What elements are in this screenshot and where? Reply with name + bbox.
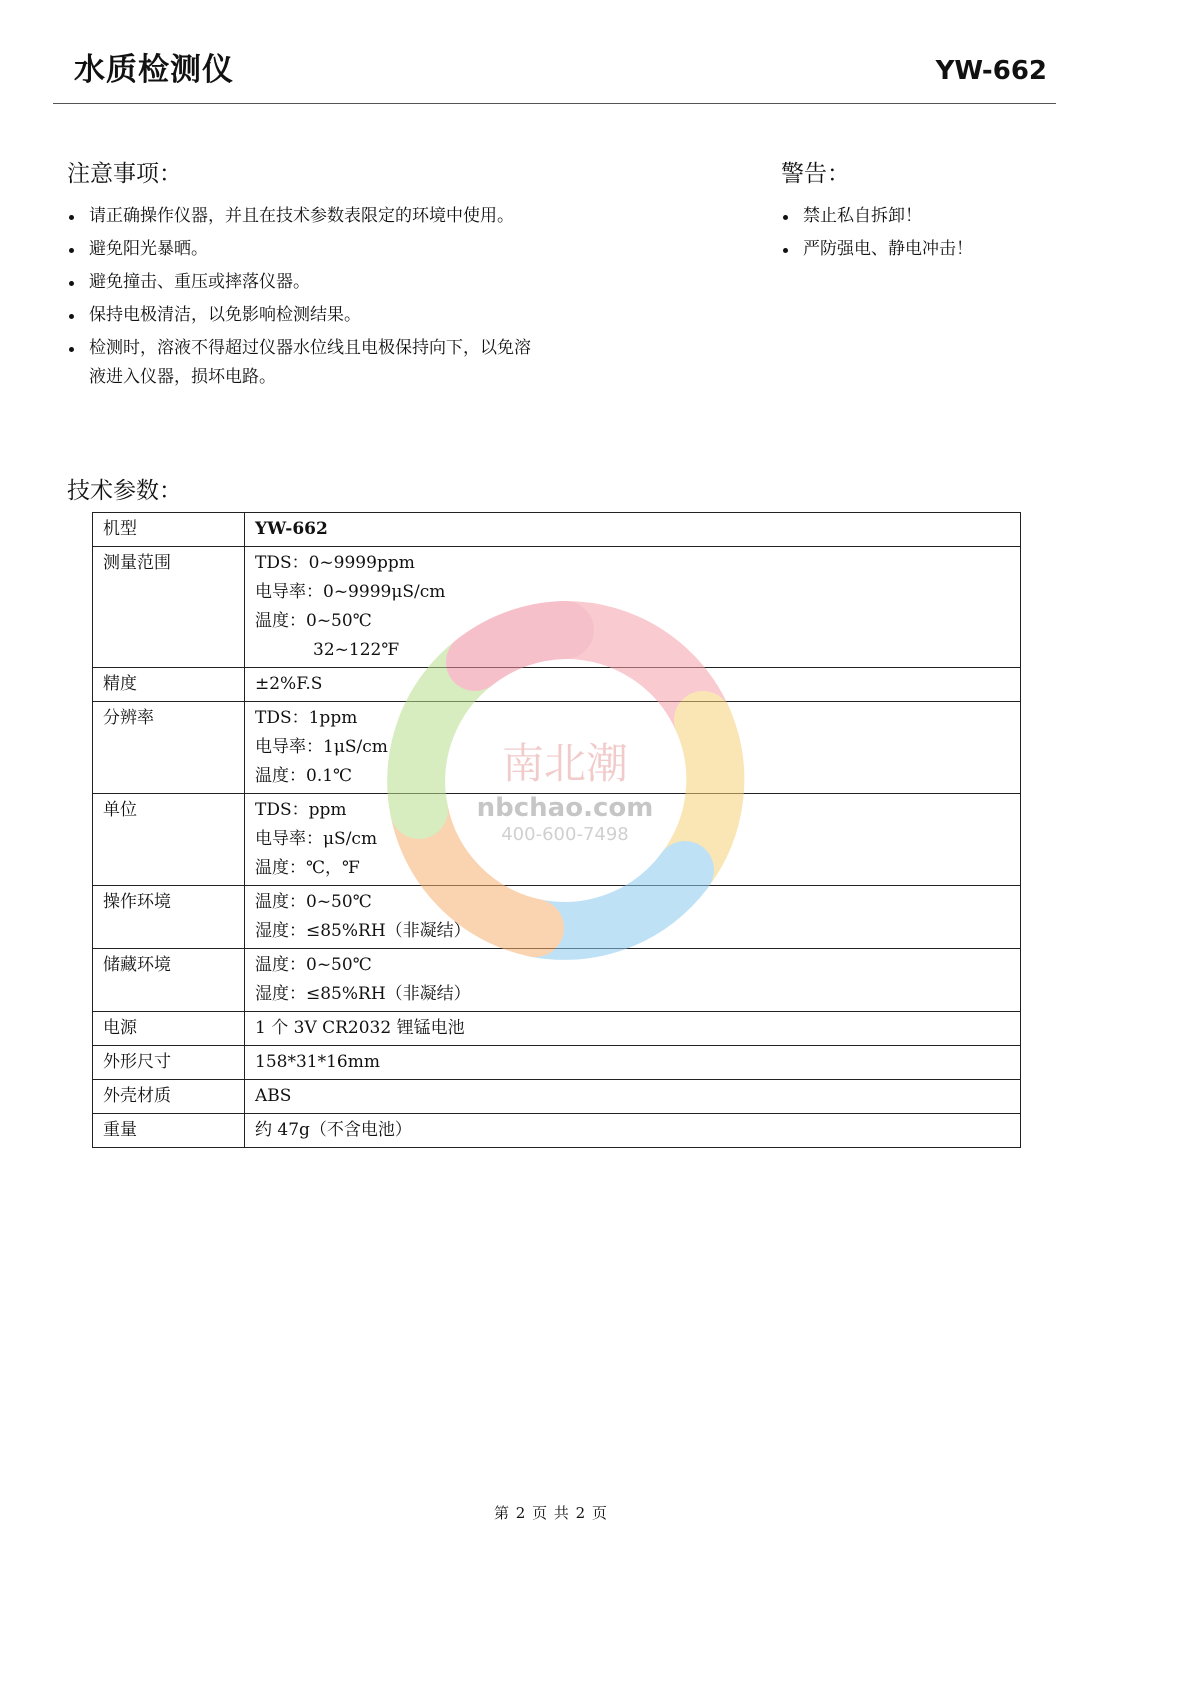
warnings-heading: 警告： xyxy=(781,161,850,187)
spec-value-line: 32~122℉ xyxy=(313,640,400,660)
table-row xyxy=(93,1080,1021,1114)
notes-heading: 注意事项： xyxy=(67,161,182,187)
table-row xyxy=(93,547,1021,668)
spec-label: 测量范围 xyxy=(93,547,245,668)
notes-list xyxy=(67,202,627,396)
table-row xyxy=(93,794,1021,886)
spec-value xyxy=(245,794,1021,886)
table-row xyxy=(93,1012,1021,1046)
spec-value-line: 湿度：≤85%RH（非凝结） xyxy=(255,984,471,1004)
spec-value xyxy=(245,513,1021,547)
table-row xyxy=(93,949,1021,1012)
warning-text: 严防强电、静电冲击！ xyxy=(803,239,973,259)
list-item xyxy=(781,202,1041,231)
spec-value-line: TDS：1ppm xyxy=(255,708,358,728)
list-item xyxy=(67,268,627,297)
spec-label: 重量 xyxy=(93,1114,245,1148)
note-text: 保持电极清洁，以免影响检测结果。 xyxy=(89,305,361,325)
note-text: 请正确操作仪器，并且在技术参数表限定的环境中使用。 xyxy=(89,206,514,226)
page-number: 第 2 页 共 2 页 xyxy=(494,1504,608,1522)
spec-table xyxy=(92,512,1021,1148)
model-number: YW-662 xyxy=(935,56,1047,86)
spec-label: 精度 xyxy=(93,668,245,702)
list-item xyxy=(781,235,1041,264)
spec-value-line: 电导率：0~9999μS/cm xyxy=(255,582,446,602)
spec-value xyxy=(245,949,1021,1012)
note-text: 检测时，溶液不得超过仪器水位线且电极保持向下，以免溶 xyxy=(89,338,531,358)
list-item xyxy=(67,235,627,264)
spec-value xyxy=(245,1080,1021,1114)
document-title: 水质检测仪 xyxy=(74,52,234,88)
watermark-phone: 400-600-7498 xyxy=(501,824,629,845)
spec-value xyxy=(245,1012,1021,1046)
spec-label: 储藏环境 xyxy=(93,949,245,1012)
spec-value-line: 温度：0~50℃ xyxy=(255,955,372,975)
spec-value-line: TDS：0~9999ppm xyxy=(255,553,415,573)
warning-text: 禁止私自拆卸！ xyxy=(803,206,922,226)
spec-value xyxy=(245,702,1021,794)
table-row xyxy=(93,702,1021,794)
watermark-brand: 南北潮 xyxy=(501,739,629,788)
spec-value-line: 温度：0~50℃ xyxy=(255,892,372,912)
note-text: 避免阳光暴晒。 xyxy=(89,239,208,259)
spec-value-line: ±2%F.S xyxy=(255,674,323,694)
spec-value-line: 电导率：1μS/cm xyxy=(255,737,388,757)
header-divider xyxy=(53,103,1056,104)
spec-value-line: TDS：ppm xyxy=(255,800,347,820)
table-row xyxy=(93,668,1021,702)
list-item xyxy=(67,202,627,231)
spec-value-line: ABS xyxy=(255,1086,292,1106)
spec-value-line: 电导率：μS/cm xyxy=(255,829,378,849)
spec-label: 单位 xyxy=(93,794,245,886)
watermark-site: nbchao.com xyxy=(476,793,654,823)
spec-label: 分辨率 xyxy=(93,702,245,794)
spec-label: 机型 xyxy=(93,513,245,547)
spec-value xyxy=(245,668,1021,702)
spec-label: 外形尺寸 xyxy=(93,1046,245,1080)
table-row xyxy=(93,513,1021,547)
spec-value xyxy=(245,547,1021,668)
note-text-continued: 液进入仪器，损坏电路。 xyxy=(89,367,276,387)
spec-value-line: 温度：0~50℃ xyxy=(255,611,372,631)
specs-heading: 技术参数： xyxy=(67,478,182,504)
spec-label: 外壳材质 xyxy=(93,1080,245,1114)
spec-value-line: 湿度：≤85%RH（非凝结） xyxy=(255,921,471,941)
list-item xyxy=(67,334,627,392)
spec-value-line: YW-662 xyxy=(255,519,328,539)
spec-value-line: 温度：0.1℃ xyxy=(255,766,353,786)
spec-value xyxy=(245,1046,1021,1080)
table-row xyxy=(93,886,1021,949)
spec-label: 操作环境 xyxy=(93,886,245,949)
spec-value xyxy=(245,886,1021,949)
spec-value-line: 约 47g（不含电池） xyxy=(255,1120,412,1140)
spec-value-line: 1 个 3V CR2032 锂锰电池 xyxy=(255,1018,465,1038)
spec-value-line: 温度：℃，℉ xyxy=(255,858,360,878)
table-row xyxy=(93,1046,1021,1080)
list-item xyxy=(67,301,627,330)
table-row xyxy=(93,1114,1021,1148)
spec-label: 电源 xyxy=(93,1012,245,1046)
spec-value xyxy=(245,1114,1021,1148)
spec-value-line: 158*31*16mm xyxy=(255,1052,380,1072)
note-text: 避免撞击、重压或摔落仪器。 xyxy=(89,272,310,292)
warnings-list xyxy=(781,202,1041,268)
